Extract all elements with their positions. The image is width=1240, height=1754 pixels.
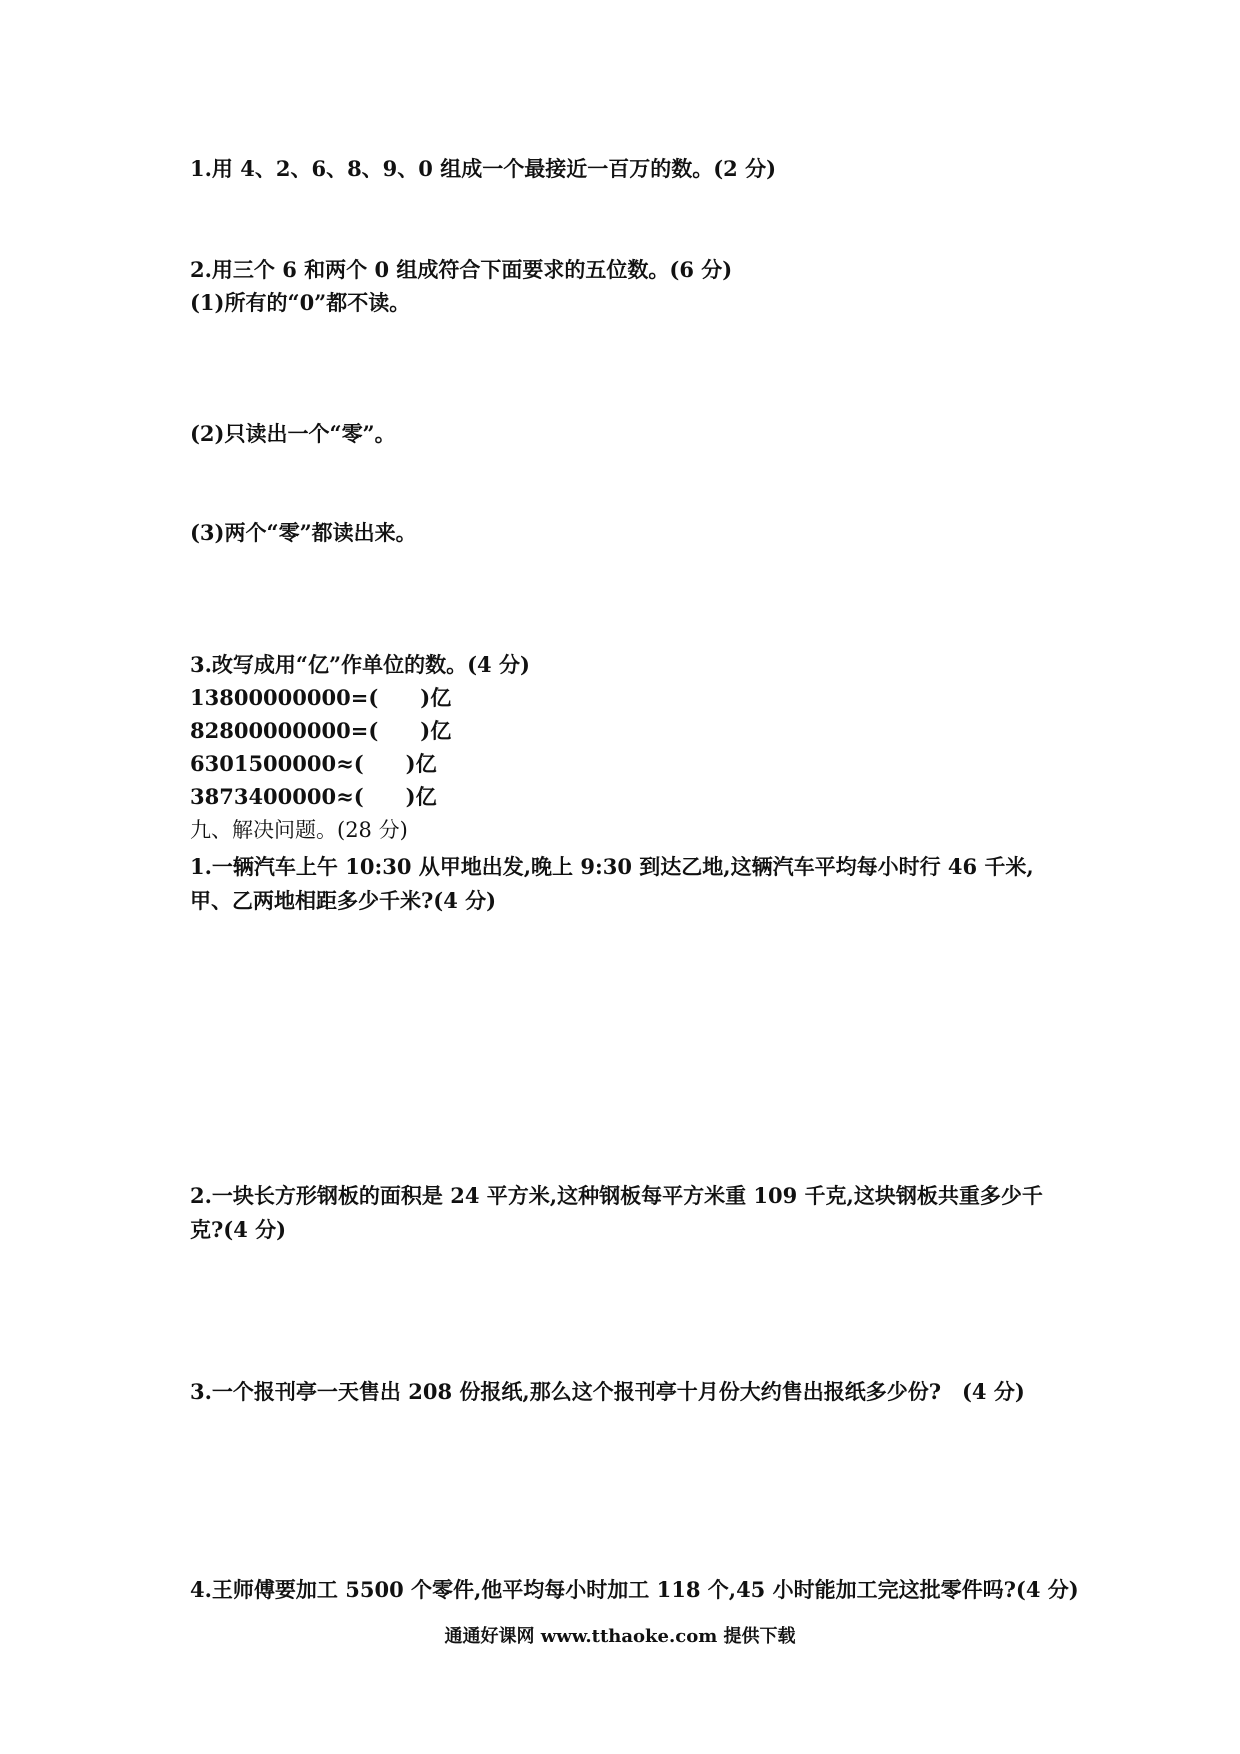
- question-8-3-title: 3.改写成用“亿”作单位的数。(4 分): [190, 652, 530, 677]
- question-8-2-sub-3: (3)两个“零”都读出来。: [190, 520, 417, 545]
- question-8-2-sub-2: (2)只读出一个“零”。: [190, 421, 396, 446]
- question-9-3: 3.一个报刊亭一天售出 208 份报纸,那么这个报刊亭十月份大约售出报纸多少份? (4 分): [190, 1379, 1025, 1404]
- question-8-2-title: 2.用三个 6 和两个 0 组成符合下面要求的五位数。(6 分): [190, 257, 733, 282]
- question-9-1: 1.一辆汽车上午 10:30 从甲地出发,晚上 9:30 到达乙地,这辆汽车平均每小时行 46 千米,甲、乙两地相距多少千米?(4 分): [190, 854, 1034, 913]
- question-9-4: 4.王师傅要加工 5500 个零件,他平均每小时加工 118 个,45 小时能加工完这批零件吗?(4 分): [190, 1577, 1079, 1602]
- question-8-1: 1.用 4、2、6、8、9、0 组成一个最接近一百万的数。(2 分): [190, 156, 777, 181]
- question-8-3-item-3: 6301500000≈( )亿: [190, 751, 437, 776]
- question-8-3-item-4: 3873400000≈( )亿: [190, 784, 437, 809]
- question-9-2: 2.一块长方形钢板的面积是 24 平方米,这种钢板每平方米重 109 千克,这块钢板共重多少千克?(4 分): [190, 1183, 1043, 1242]
- footer-text: 通通好课网 www.tthaoke.com 提供下载: [444, 1626, 796, 1647]
- question-8-3-item-2: 82800000000=( )亿: [190, 718, 452, 743]
- section-9-heading: 九、解决问题。(28 分): [190, 818, 408, 842]
- question-8-3-item-1: 13800000000=( )亿: [190, 685, 452, 710]
- question-8-2-sub-1: (1)所有的“0”都不读。: [190, 290, 411, 315]
